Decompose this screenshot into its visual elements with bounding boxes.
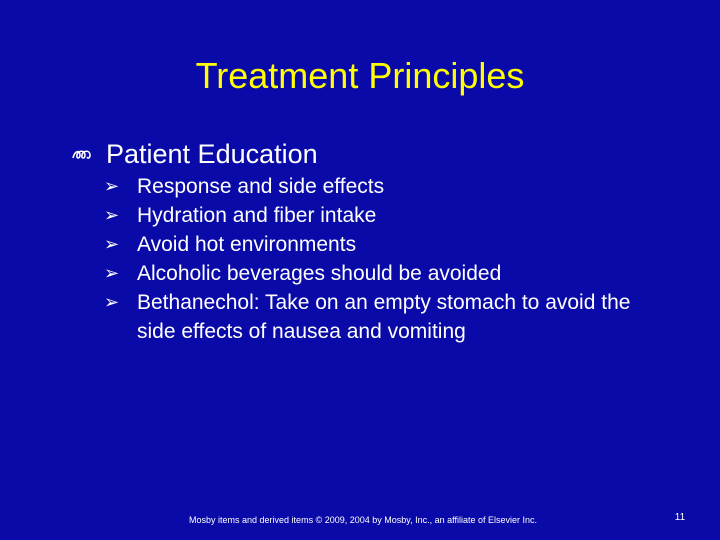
- arrow-bullet-icon: ➢: [104, 263, 120, 283]
- list-item: [104, 172, 644, 201]
- list-item-text: Bethanechol: Take on an empty stomach to avoid the side effects of nausea and vomiting: [137, 291, 631, 343]
- arrow-bullet-icon: ➢: [104, 176, 120, 196]
- swirl-bullet-icon: [72, 146, 94, 162]
- arrow-bullet-icon: ➢: [104, 234, 120, 254]
- arrow-bullet-icon: ➢: [104, 292, 120, 312]
- slide-title: Treatment Principles: [195, 55, 525, 96]
- list-item: [104, 288, 644, 346]
- page-number: 11: [674, 512, 686, 523]
- list-item-text: Response and side effects: [137, 175, 385, 198]
- heading-label: Patient Education: [106, 139, 318, 169]
- education-bullet-list: [104, 172, 644, 346]
- list-item-text: Avoid hot environments: [137, 233, 357, 256]
- copyright-footer: Mosby items and derived items © 2009, 2004 by Mosby, Inc., an affiliate of Elsevier Inc.: [189, 515, 537, 525]
- list-item: [104, 259, 644, 288]
- list-item-text: Alcoholic beverages should be avoided: [137, 262, 502, 285]
- list-item: [104, 230, 644, 259]
- arrow-bullet-icon: ➢: [104, 205, 120, 225]
- list-item: [104, 201, 644, 230]
- list-item-text: Hydration and fiber intake: [137, 204, 377, 227]
